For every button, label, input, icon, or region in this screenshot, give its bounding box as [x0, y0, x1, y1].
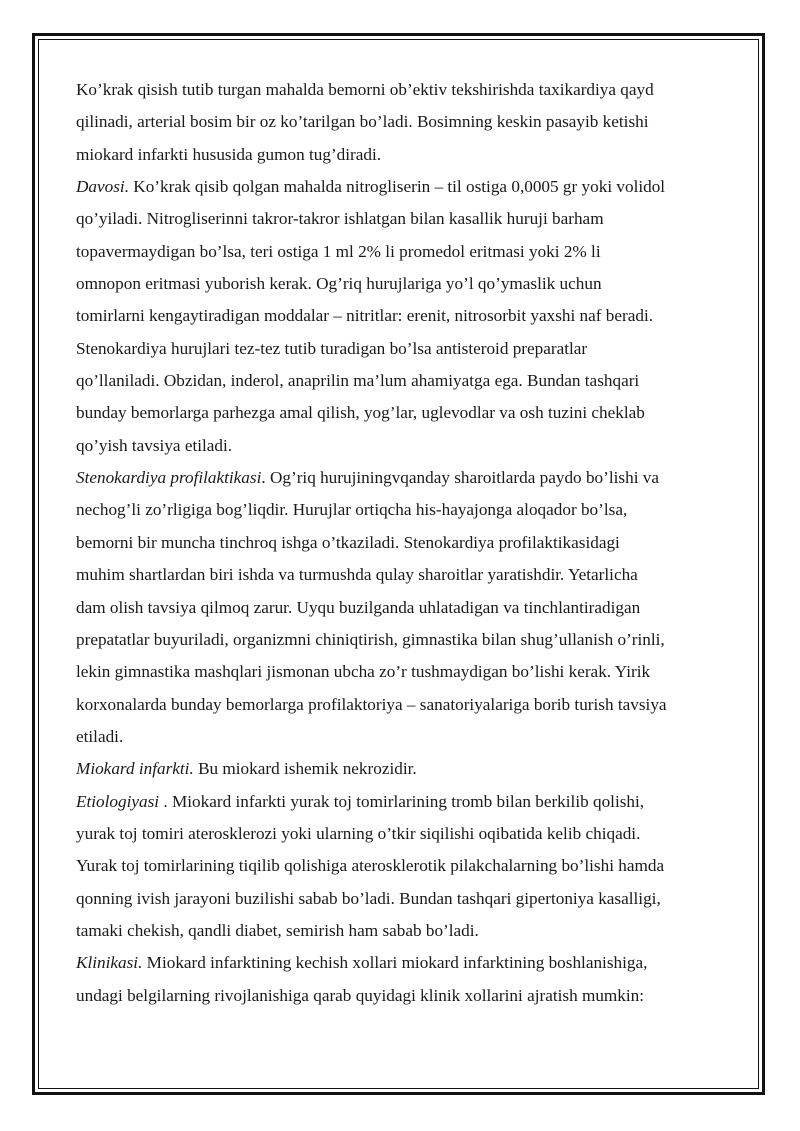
text-line: Stenokardiya hurujlari tez-tez tutib turadigan bo’lsa antisteroid preparatlar [76, 338, 588, 358]
text-line: lekin gimnastika mashqlari jismonan ubcha zo’r tushmaydigan bo’lishi kerak. Yirik [76, 662, 651, 682]
section-profilaktika-line: Stenokardiya profilaktikasi. Og’riq hurujiningvqanday sharoitlarda paydo bo’lishi va [76, 468, 659, 488]
text-line: qo’yiladi. Nitrogliserinni takror-takror ishlatgan bilan kasallik huruji barham [76, 209, 604, 229]
text-line: qo’llaniladi. Obzidan, inderol, anaprilin ma’lum ahamiyatga ega. Bundan tashqari [76, 371, 640, 391]
text-line: dam olish tavsiya qilmoq zarur. Uyqu buzilganda uhlatadigan va tinchlantiradigan [76, 597, 641, 617]
text-line: topavermaydigan bo’lsa, teri ostiga 1 ml 2% li promedol eritmasi yoki 2% li [76, 241, 601, 261]
section-klinika-line: Klinikasi. Miokard infarktining kechish xollari miokard infarktining boshlanishiga, [76, 953, 648, 973]
text-line: tamaki chekish, qandli diabet, semirish ham sabab bo’ladi. [76, 920, 479, 940]
text-line: qo’yish tavsiya etiladi. [76, 435, 233, 455]
text-line: undagi belgilarning rivojlanishiga qarab quyidagi klinik xollarini ajratish mumkin: [76, 985, 645, 1005]
text-line: bunday bemorlarga parhezga amal qilish, yog’lar, uglevodlar va osh tuzini cheklab [76, 403, 645, 423]
section-heading-profilaktika: Stenokardiya profilaktikasi [76, 468, 262, 488]
section-heading-infarkt: Miokard infarkti. [76, 759, 194, 779]
text-line: muhim shartlardan biri ishda va turmushda qulay sharoitlar yaratishdir. Yetarlicha [76, 565, 638, 585]
document-text [76, 74, 736, 1012]
text-line: korxonalarda bunday bemorlarga profilaktoriya – sanatoriyalariga borib turish tavsiya [76, 694, 667, 714]
text-line: prepatatlar buyuriladi, organizmni chiniqtirish, gimnastika bilan shug’ullanish o’rinli, [76, 629, 665, 649]
text-line: tomirlarni kengaytiradigan moddalar – nitritlar: erenit, nitrosorbit yaxshi naf beradi. [76, 306, 654, 326]
section-heading-etiologiya: Etiologiyasi [76, 791, 160, 811]
section-heading-klinika: Klinikasi. [76, 953, 143, 973]
section-heading-davosi: Davosi. [76, 177, 129, 197]
section-etiologiya-line: Etiologiyasi . Miokard infarkti yurak toj tomirlarining tromb bilan berkilib qolishi, [76, 791, 645, 811]
text-line: Ko’krak qisish tutib turgan mahalda bemorni ob’ektiv tekshirishda taxikardiya qayd [76, 80, 654, 99]
text-line: nechog’li zo’rligiga bog’liqdir. Hurujlar ortiqcha his-hayajonga aloqador bo’lsa, [76, 500, 628, 520]
text-line: etiladi. [76, 726, 124, 746]
text-line: bemorni bir muncha tinchroq ishga o’tkaziladi. Stenokardiya profilaktikasidagi [76, 532, 620, 552]
section-infarkt-line: Miokard infarkti. Bu miokard ishemik nekrozidir. [76, 759, 417, 779]
text-line: qonning ivish jarayoni buzilishi sabab bo’ladi. Bundan tashqari gipertoniya kasalligi, [76, 888, 661, 908]
text-line: miokard infarkti hususida gumon tug’diradi. [76, 144, 382, 164]
text-line: qilinadi, arterial bosim bir oz ko’tarilgan bo’ladi. Bosimning keskin pasayib ketishi [76, 112, 649, 132]
text-line: Yurak toj tomirlarining tiqilib qolishiga aterosklerotik pilakchalarning bo’lishi hamda [76, 856, 665, 876]
section-davosi-line: Davosi. Ko’krak qisib qolgan mahalda nitrogliserin – til ostiga 0,0005 gr yoki volidol [76, 177, 666, 197]
text-line: yurak toj tomiri aterosklerozi yoki ularning o’tkir siqilishi oqibatida kelib chiqadi. [76, 823, 641, 843]
text-line: omnopon eritmasi yuborish kerak. Og’riq hurujlariga yo’l qo’ymaslik uchun [76, 274, 602, 294]
